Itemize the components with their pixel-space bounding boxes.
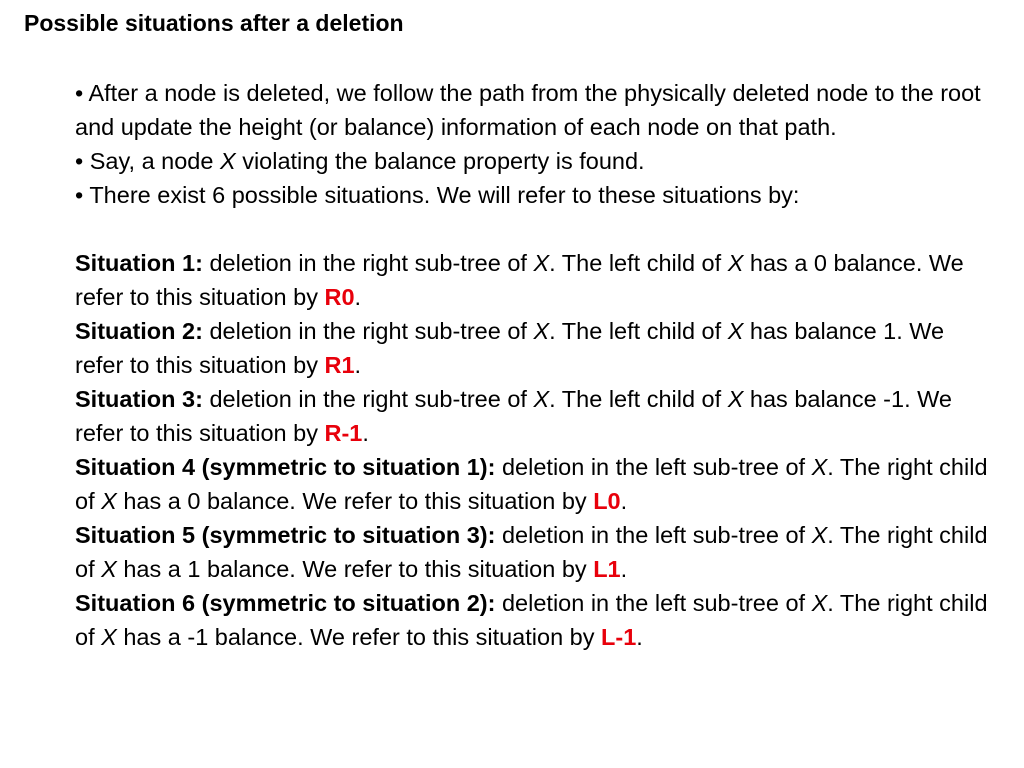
variable-x: X bbox=[727, 386, 744, 412]
situation-end: . bbox=[354, 352, 362, 378]
bullet-six-situations bbox=[75, 178, 995, 212]
variable-x: X bbox=[533, 318, 550, 344]
situation-text: deletion in the right sub-tree of bbox=[202, 250, 534, 276]
situation-heading: Situation 1: bbox=[75, 250, 203, 276]
situation-code-l1: L1 bbox=[593, 556, 621, 582]
situation-text: . The right child of bbox=[75, 590, 988, 650]
situation-2 bbox=[75, 314, 995, 382]
situation-code-r1: R1 bbox=[324, 352, 355, 378]
situation-text: . The left child of bbox=[549, 386, 728, 412]
situation-6 bbox=[75, 586, 995, 654]
situation-text: has a 0 balance. We refer to this situation by bbox=[116, 488, 594, 514]
situation-text: has a -1 balance. We refer to this situation by bbox=[116, 624, 602, 650]
situation-1 bbox=[75, 246, 995, 314]
slide-body bbox=[75, 76, 995, 654]
situation-code-l0: L0 bbox=[593, 488, 621, 514]
variable-x: X bbox=[727, 318, 744, 344]
situation-text: has a 0 balance. We refer to this situation by bbox=[75, 250, 964, 310]
situation-text: . The left child of bbox=[549, 318, 728, 344]
bullet-node-x bbox=[75, 144, 995, 178]
bullet-text: violating the balance property is found. bbox=[235, 148, 645, 174]
situation-end: . bbox=[636, 624, 643, 650]
situation-text: has balance -1. We refer to this situation by bbox=[75, 386, 952, 446]
variable-x: X bbox=[219, 148, 236, 174]
situation-text: deletion in the left sub-tree of bbox=[495, 454, 812, 480]
situation-text: deletion in the right sub-tree of bbox=[202, 318, 534, 344]
situation-end: . bbox=[620, 556, 628, 582]
situation-code-l-minus-1: L-1 bbox=[601, 624, 637, 650]
situation-heading: Situation 3: bbox=[75, 386, 203, 412]
situation-heading: Situation 4 (symmetric to situation 1): bbox=[75, 454, 496, 480]
situation-text: has a 1 balance. We refer to this situation by bbox=[116, 556, 594, 582]
situation-text: . The left child of bbox=[549, 250, 728, 276]
situation-end: . bbox=[354, 284, 362, 310]
situation-end: . bbox=[362, 420, 369, 446]
situation-code-r-minus-1: R-1 bbox=[324, 420, 363, 446]
variable-x: X bbox=[533, 250, 550, 276]
variable-x: X bbox=[811, 454, 828, 480]
variable-x: X bbox=[101, 488, 117, 514]
bullet-text: • Say, a node bbox=[75, 148, 220, 174]
situation-end: . bbox=[620, 488, 628, 514]
slide-title: Possible situations after a deletion bbox=[24, 10, 404, 36]
bullet-text: • After a node is deleted, we follow the path from the physically deleted node to the root and update the height (or balance) information of each node on that path. bbox=[75, 80, 981, 140]
variable-x: X bbox=[811, 522, 828, 548]
variable-x: X bbox=[101, 556, 117, 582]
situation-heading: Situation 6 (symmetric to situation 2): bbox=[75, 590, 496, 616]
situation-3 bbox=[75, 382, 995, 450]
variable-x: X bbox=[811, 590, 828, 616]
variable-x: X bbox=[533, 386, 550, 412]
variable-x: X bbox=[101, 624, 117, 650]
situation-text: deletion in the left sub-tree of bbox=[495, 522, 812, 548]
situation-text: deletion in the left sub-tree of bbox=[495, 590, 812, 616]
situation-text: deletion in the right sub-tree of bbox=[202, 386, 534, 412]
situation-text: . The right child of bbox=[75, 522, 988, 582]
situation-code-r0: R0 bbox=[324, 284, 355, 310]
spacer bbox=[75, 212, 995, 246]
bullet-path-update bbox=[75, 76, 995, 144]
situation-heading: Situation 5 (symmetric to situation 3): bbox=[75, 522, 496, 548]
situation-5 bbox=[75, 518, 995, 586]
situation-4 bbox=[75, 450, 995, 518]
situation-text: has balance 1. We refer to this situation by bbox=[75, 318, 945, 378]
situation-text: . The right child of bbox=[75, 454, 988, 514]
variable-x: X bbox=[727, 250, 744, 276]
situation-heading: Situation 2: bbox=[75, 318, 203, 344]
bullet-text: • There exist 6 possible situations. We will refer to these situations by: bbox=[75, 182, 800, 208]
